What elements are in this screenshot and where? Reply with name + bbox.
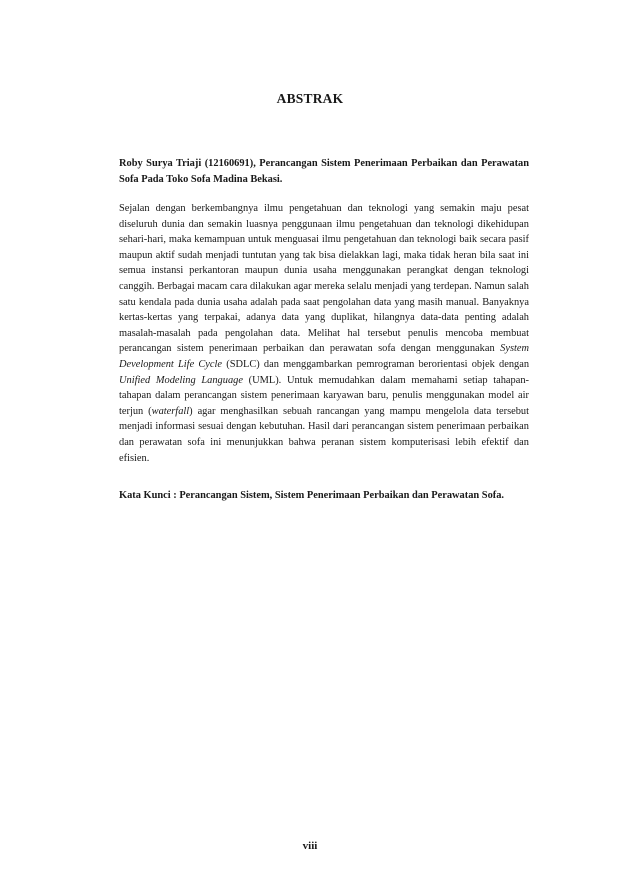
abstract-italic-sdlc: System Development Life Cycle: [119, 343, 529, 370]
page-number: viii: [302, 840, 318, 852]
abstract-text-part-4: ) agar menghasilkan sebuah rancangan yang mampu mengelola data tersebut menjadi informasi sesuai dengan kebutuhan. Hasil dari perancangan sistem penerimaan perbaikan dan perawatan sofa ini menunjukkan bahwa peranan sistem komputerisasi lebih efektif dan efisien.: [119, 405, 530, 464]
abstract-italic-waterfall: waterfall: [151, 405, 190, 417]
page-title: ABSTRAK: [276, 91, 344, 106]
abstract-italic-uml: Unified Modeling Language: [119, 374, 243, 386]
abstract-text-part-2: (SDLC) dan menggambarkan pemrograman berorientasi objek dengan: [222, 358, 530, 370]
abstract-text-part-1: Sejalan dengan berkembangnya ilmu pengetahuan dan teknologi yang semakin maju pesat diseluruh dunia dan semakin luasnya penggunaan ilmu pengetahuan dan teknologi dikehidupan sehari-hari, maka kemampuan untuk menguasai ilmu pengetahuan dan teknologi baik secara pasif maupun aktif sudah menjadi tuntutan yang tak bisa dielakkan lagi, maka tidak heran bila saat ini semua instansi perkantoran maupun dunia usaha menggunakan perangkat dengan teknologi canggih. Berbagai macam cara dilakukan agar mereka selalu menjadi yang terdepan. Namun salah satu kendala pada dunia usaha adalah pada saat pengolahan data yang masih manual. Banyaknya kertas-kertas yang terpakai, adanya data yang duplikat, hilangnya data-data penting adalah masalah-masalah pada pengolahan data. Melihat hal tersebut penulis mencoba membuat perancangan sistem penerimaan perbaikan dan perawatan sofa dengan menggunakan: [119, 203, 529, 355]
abstract-text-part-3: (UML). Untuk memudahkan dalam memahami setiap tahapan-tahapan dalam perancangan sistem penerimaan karyawan baru, penulis menggunakan model air terjun (: [119, 374, 529, 417]
keywords: Kata Kunci : Perancangan Sistem, Sistem Penerimaan Perbaikan dan Perawatan Sofa.: [119, 490, 505, 501]
author-title-heading: Roby Surya Triaji (12160691), Perancangan Sistem Penerimaan Perbaikan dan Perawatan Sofa Pada Toko Sofa Madina Bekasi.: [119, 158, 529, 185]
abstract-body: [119, 201, 529, 466]
